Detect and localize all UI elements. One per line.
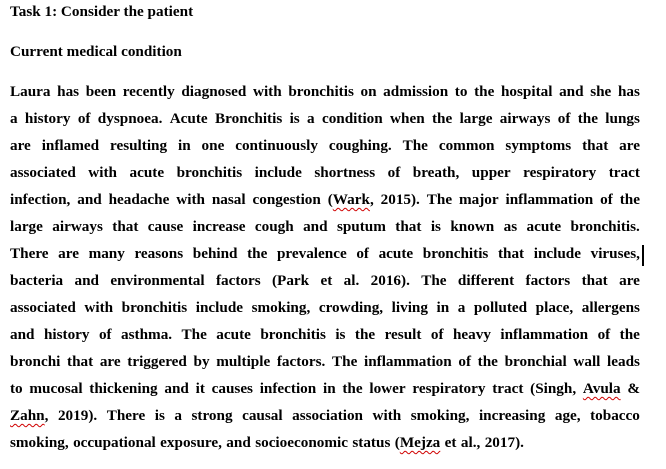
word: living — [391, 299, 428, 316]
word: when — [390, 110, 425, 127]
word: are — [619, 137, 640, 154]
word: acute — [129, 164, 165, 181]
word: increase — [192, 218, 246, 235]
word: exposure, — [160, 434, 222, 451]
word: thickening — [89, 380, 158, 397]
word: bronchitis — [121, 299, 188, 316]
paragraph-line — [10, 218, 640, 236]
word: different — [457, 272, 515, 289]
word: heavy — [452, 326, 491, 343]
word: polluted — [473, 299, 528, 316]
word: as — [503, 218, 518, 235]
word: associated — [10, 299, 76, 316]
word: factors. — [276, 353, 326, 370]
word: The — [426, 191, 453, 208]
paragraph-line — [10, 245, 640, 263]
word: inflamed — [41, 137, 100, 154]
paragraph-line — [10, 326, 640, 344]
section-heading: Current medical condition — [10, 43, 182, 60]
word: hospital — [500, 83, 553, 100]
word: factors — [215, 272, 261, 289]
word: prevalence — [276, 245, 347, 262]
word: (Wark, — [327, 191, 374, 208]
word: include — [254, 164, 302, 181]
word: age, — [554, 407, 581, 424]
word: inflammation — [363, 353, 452, 370]
word: cause — [147, 218, 184, 235]
word: on — [360, 83, 377, 100]
word: cough — [254, 218, 294, 235]
word: in — [436, 299, 450, 316]
word: acute — [378, 245, 414, 262]
word: of — [597, 326, 611, 343]
word: multiple — [216, 353, 271, 370]
word: bronchitis — [288, 83, 354, 100]
word: in — [322, 380, 336, 397]
word: it — [195, 380, 205, 397]
word: dyspnoea. — [97, 110, 163, 127]
word: are — [58, 245, 79, 262]
paragraph-line — [10, 299, 640, 317]
word: (Mejza — [394, 434, 441, 451]
word: airways — [52, 218, 103, 235]
word: are — [10, 137, 31, 154]
word: continuously — [235, 137, 318, 154]
word: occupational — [73, 434, 156, 451]
word: smoking, — [410, 407, 470, 424]
word: the — [474, 83, 495, 100]
word: a — [457, 299, 466, 316]
word: that — [497, 245, 525, 262]
word: allergens — [581, 299, 640, 316]
word: in — [177, 137, 191, 154]
word: a — [174, 407, 182, 424]
word: history — [24, 110, 71, 127]
paragraph-line — [10, 110, 640, 128]
word: place, — [535, 299, 574, 316]
word: tobacco — [590, 407, 640, 424]
word: many — [88, 245, 125, 262]
word: been — [85, 83, 117, 100]
word: There — [10, 245, 49, 262]
word: of — [77, 110, 91, 127]
word: status — [352, 434, 391, 451]
word: include — [533, 245, 581, 262]
word: The — [181, 326, 207, 343]
word: (Park — [272, 272, 310, 289]
word: triggered — [127, 353, 187, 370]
word: bronchitis — [422, 245, 489, 262]
word: inflammation — [500, 326, 589, 343]
word: & — [627, 380, 640, 397]
word: lower — [369, 380, 406, 397]
word: of — [430, 326, 444, 343]
word: of — [458, 353, 472, 370]
paragraph-line — [10, 191, 640, 209]
paragraph-line — [10, 353, 640, 371]
word: and — [226, 434, 251, 451]
word: the — [342, 380, 363, 397]
word: she — [590, 83, 612, 100]
word: bronchial — [504, 353, 567, 370]
word: Avula — [582, 380, 621, 397]
word: causes — [211, 380, 253, 397]
word: that — [395, 218, 422, 235]
word: bronchitis. — [570, 218, 640, 235]
word: Zahn, — [10, 407, 49, 424]
word: 2019). — [57, 407, 98, 424]
word: large — [10, 218, 43, 235]
word: and — [164, 380, 189, 397]
word: of — [557, 110, 571, 127]
word: viruses, — [590, 245, 640, 262]
word: the — [247, 245, 268, 262]
word: coughing. — [328, 137, 392, 154]
word: 2017). — [484, 434, 524, 451]
word: Laura — [10, 83, 51, 100]
paragraph-line — [10, 272, 640, 290]
word: are — [619, 272, 640, 289]
word: 2015). — [380, 191, 420, 208]
word: and — [10, 326, 35, 343]
word: asthma. — [121, 326, 173, 343]
word: by — [193, 353, 210, 370]
word: mucosal — [29, 380, 83, 397]
word: bronchi — [10, 353, 61, 370]
text-cursor — [642, 245, 644, 266]
word: al. — [343, 272, 360, 289]
paragraph-line — [10, 83, 640, 101]
word: et — [320, 272, 333, 289]
word: the — [619, 191, 640, 208]
word: behind — [192, 245, 238, 262]
word: strong — [191, 407, 233, 424]
word: diagnosed — [181, 83, 247, 100]
word: crowding, — [318, 299, 384, 316]
word: sputum — [336, 218, 386, 235]
word: and — [303, 218, 328, 235]
word: inflammation — [505, 191, 594, 208]
word: has — [57, 83, 80, 100]
word: a — [307, 110, 315, 127]
word: with — [88, 164, 117, 181]
task-heading: Task 1: Consider the patient — [10, 3, 194, 20]
word: acute — [216, 326, 251, 343]
word: are — [99, 353, 121, 370]
word: (Singh, — [530, 380, 577, 397]
word: recently — [122, 83, 175, 100]
word: wall — [573, 353, 601, 370]
word: respiratory — [523, 164, 597, 181]
word: that — [581, 272, 608, 289]
word: lungs — [605, 110, 640, 127]
word: and — [77, 191, 102, 208]
word: the — [577, 110, 598, 127]
word: Bronchitis — [215, 110, 283, 127]
word: congestion — [252, 191, 321, 208]
word: shortness — [314, 164, 376, 181]
word: the — [477, 353, 498, 370]
word: There — [106, 407, 146, 424]
word: leads — [607, 353, 640, 370]
word: to — [454, 83, 468, 100]
word: one — [201, 137, 225, 154]
word: include — [195, 299, 244, 316]
word: with — [252, 83, 282, 100]
word: bronchitis — [176, 164, 243, 181]
word: smoking, — [251, 299, 311, 316]
word: is — [289, 110, 300, 127]
word: Acute — [169, 110, 208, 127]
word: condition — [321, 110, 383, 127]
word: with — [176, 191, 205, 208]
word: and — [559, 83, 584, 100]
word: with — [84, 299, 114, 316]
word: acute — [526, 218, 562, 235]
word: causal — [242, 407, 283, 424]
word: of — [98, 326, 112, 343]
word: admission — [383, 83, 449, 100]
word: of — [356, 245, 369, 262]
word: result — [384, 326, 422, 343]
word: The — [421, 272, 447, 289]
paragraph-line — [10, 380, 640, 398]
paragraph-line — [10, 434, 640, 452]
word: tract — [608, 164, 640, 181]
word: known — [450, 218, 495, 235]
word: upper — [471, 164, 511, 181]
word: symptoms — [505, 137, 572, 154]
word: large — [459, 110, 493, 127]
word: infection, — [10, 191, 71, 208]
word: reasons — [134, 245, 184, 262]
paragraph-line — [10, 137, 640, 155]
word: airways — [499, 110, 551, 127]
word: bacteria — [10, 272, 64, 289]
word: smoking, — [10, 434, 69, 451]
word: The — [402, 137, 428, 154]
paragraph-line — [10, 407, 640, 425]
word: has — [617, 83, 640, 100]
word: with — [372, 407, 402, 424]
word: common — [438, 137, 495, 154]
word: is — [335, 326, 346, 343]
word: that — [582, 137, 609, 154]
word: the — [431, 110, 453, 127]
word: to — [10, 380, 23, 397]
word: is — [154, 407, 165, 424]
word: factors — [525, 272, 571, 289]
paragraph-line — [10, 164, 640, 182]
word: et — [444, 434, 457, 451]
word: of — [387, 164, 401, 181]
word: socioeconomic — [255, 434, 348, 451]
word: the — [619, 326, 640, 343]
word: increasing — [478, 407, 546, 424]
word: breath, — [412, 164, 460, 181]
word: al., — [460, 434, 481, 451]
word: associated — [10, 164, 76, 181]
word: history — [43, 326, 90, 343]
word: association — [292, 407, 364, 424]
word: resulting — [109, 137, 168, 154]
word: is — [430, 218, 441, 235]
word: nasal — [211, 191, 246, 208]
word: tract — [492, 380, 524, 397]
word: a — [10, 110, 18, 127]
word: bronchitis — [260, 326, 326, 343]
word: and — [74, 272, 99, 289]
word: major — [458, 191, 499, 208]
word: of — [600, 191, 613, 208]
word: that — [112, 218, 139, 235]
word: The — [332, 353, 358, 370]
word: infection — [259, 380, 317, 397]
word: environmental — [110, 272, 205, 289]
word: respiratory — [412, 380, 486, 397]
word: the — [354, 326, 376, 343]
word: 2016). — [370, 272, 410, 289]
word: headache — [108, 191, 170, 208]
word: that — [67, 353, 94, 370]
